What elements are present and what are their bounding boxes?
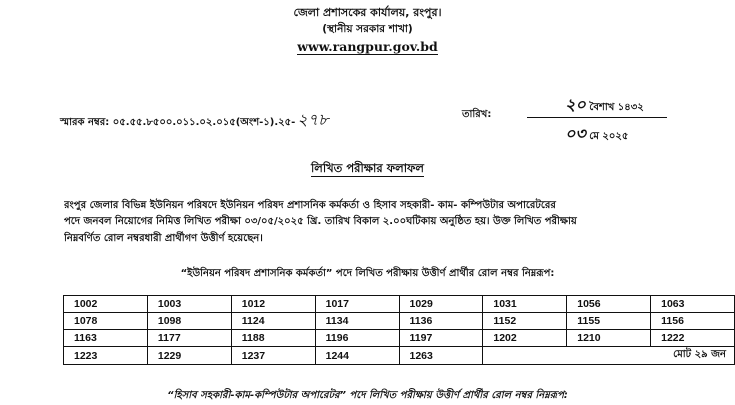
date-divider: [527, 117, 667, 118]
roll-cell: 1124: [231, 313, 315, 330]
table-row: [64, 347, 735, 365]
roll-cell: 1134: [315, 313, 399, 330]
roll-cell: 1202: [483, 330, 567, 347]
english-date: [565, 121, 628, 148]
body-line-2: পদে জনবল নিয়োগের নিমিত্ত লিখিত পরীক্ষা ০৩/০৫/২০২৫ খ্রি. তারিখ বিকাল ২.০০ঘটিকায় অনুষ্ঠিত হয়। উক্ত লিখিত পরীক্ষায়: [64, 216, 577, 227]
table-row: [64, 313, 735, 330]
roll-cell: 1156: [651, 313, 735, 330]
roll-cell: 1177: [147, 330, 231, 347]
roll-cell: 1155: [567, 313, 651, 330]
roll-cell: 1136: [399, 313, 483, 330]
table-row: [64, 296, 735, 313]
section1-heading: “ইউনিয়ন পরিষদ প্রশাসনিক কর্মকর্তা” পদে লিখিত পরীক্ষায় উত্তীর্ণ প্রার্থীর রোল নম্বর নিম্নরূপ:: [180, 268, 555, 279]
office-name: জেলা প্রশাসকের কার্যালয়, রংপুর।: [293, 6, 442, 19]
website-text[interactable]: www.rangpur.gov.bd: [297, 39, 438, 54]
roll-cell: 1029: [399, 296, 483, 313]
roll-cell: 1196: [315, 330, 399, 347]
document-title: [0, 160, 735, 179]
roll-cell: 1223: [64, 347, 148, 365]
bangla-date-day: ২০: [565, 95, 586, 114]
roll-cell: 1031: [483, 296, 567, 313]
total-count-cell: মোট ২৯ জন: [483, 347, 735, 365]
roll-cell: 1210: [567, 330, 651, 347]
bangla-date-month-year: বৈশাখ ১৪৩২: [589, 102, 644, 113]
section2-heading: “হিসাব সহকারী-কাম-কম্পিউটার অপারেটর” পদে লিখিত পরীক্ষায় উত্তীর্ণ প্রার্থীর রোল নম্বর নিম্নরূপ:: [167, 390, 568, 401]
roll-cell: 1002: [64, 296, 148, 313]
roll-cell: 1003: [147, 296, 231, 313]
roll-cell: 1197: [399, 330, 483, 347]
table-row: [64, 330, 735, 347]
roll-cell: 1229: [147, 347, 231, 365]
roll-cell: 1078: [64, 313, 148, 330]
roll-number-table: [63, 295, 735, 365]
date-label: তারিখ:: [462, 109, 492, 120]
document-title-text: লিখিত পরীক্ষার ফলাফল: [310, 161, 425, 175]
memo-text: স্মারক নম্বর: ০৫.৫৫.৮৫০০.০১১.০২.০১৫(অংশ-১).২৫-: [60, 117, 296, 128]
website-link[interactable]: [0, 39, 735, 54]
memo-number: [60, 107, 329, 134]
roll-cell: 1098: [147, 313, 231, 330]
body-line-3: নিম্নবর্ণিত রোল নম্বরধারী প্রার্থীগণ উত্তীর্ণ হয়েছেন।: [64, 233, 263, 244]
roll-cell: 1222: [651, 330, 735, 347]
roll-cell: 1244: [315, 347, 399, 365]
roll-cell: 1017: [315, 296, 399, 313]
roll-cell: 1237: [231, 347, 315, 365]
english-date-month-year: মে ২০২৫: [589, 131, 629, 142]
roll-cell: 1263: [399, 347, 483, 365]
roll-cell: 1163: [64, 330, 148, 347]
roll-cell: 1056: [567, 296, 651, 313]
branch-name: (স্থানীয় সরকার শাখা): [322, 23, 413, 35]
roll-cell: 1012: [231, 296, 315, 313]
bangla-date: [565, 92, 644, 119]
roll-cell: 1152: [483, 313, 567, 330]
memo-handwritten-number: ২৭৮: [297, 110, 329, 129]
body-line-1: রংপুর জেলার বিভিন্ন ইউনিয়ন পরিষদে ইউনিয়ন পরিষদ প্রশাসনিক কর্মকর্তা ও হিসাব সহকারী- কাম- কম্পিউটার অপারেটরের: [64, 200, 556, 211]
roll-cell: 1063: [651, 296, 735, 313]
english-date-day: ০৩: [565, 124, 586, 143]
roll-cell: 1188: [231, 330, 315, 347]
